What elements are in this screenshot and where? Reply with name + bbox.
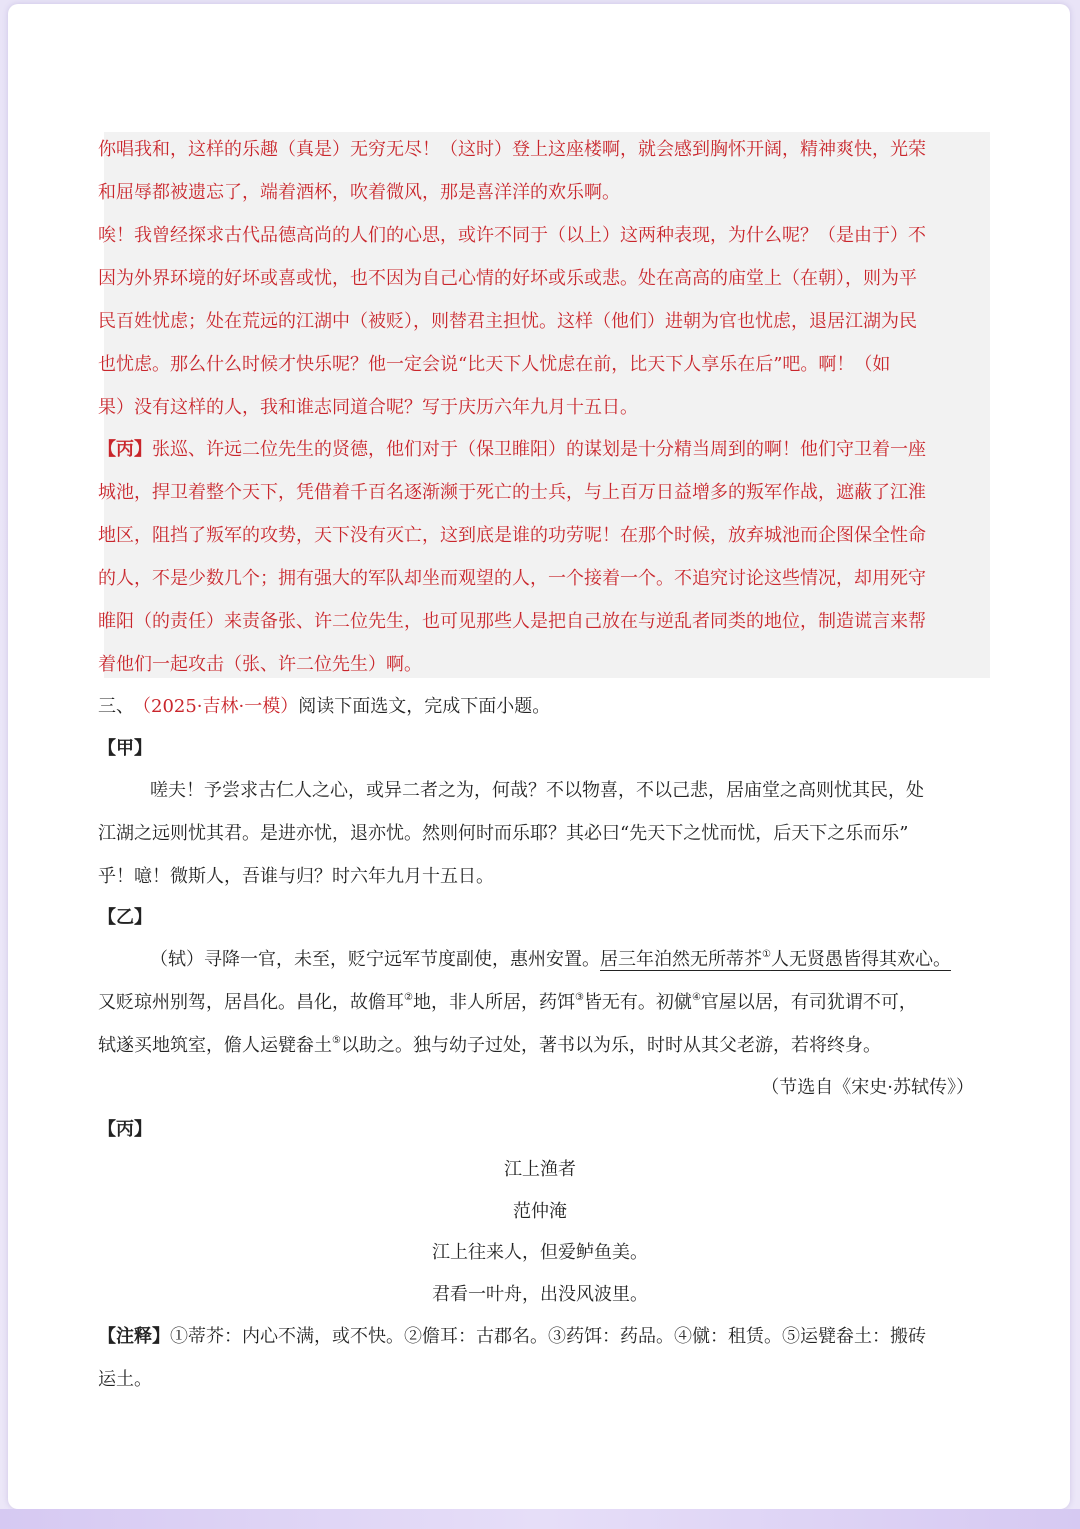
poem-author: 范仲淹 [513,1201,567,1222]
poem-title: 江上渔者 [504,1159,576,1180]
yi-source: （节选自《宋史·苏轼传》） [761,1077,974,1098]
translation-line: 也忧虑。那么什么时候才快乐呢？他一定会说“比天下人忧虑在前，比天下人享乐在后”吧。啊！（如 [98,354,891,375]
poem-line: 君看一叶舟，出没风波里。 [432,1284,648,1305]
section-label-bing: 【丙】 [98,1119,152,1140]
notes-line: 运土。 [98,1369,152,1390]
translation-line: 因为外界环境的好坏或喜或忧，也不因为自己心情的好坏或乐或悲。处在高高的庙堂上（在朝），则为平 [98,268,917,289]
notes-label: 【注释】 [98,1326,170,1347]
section-label-yi: 【乙】 [98,907,152,928]
translation-line: 唉！我曾经探求古代品德高尚的人们的心思，或许不同于（以上）这两种表现，为什么呢？（是由于）不 [98,225,926,246]
translation-line: 地区，阻挡了叛军的攻势，天下没有灭亡，这到底是谁的功劳呢！在那个时候，放弃城池而企图保全性命 [98,525,926,546]
jia-line: 嗟夫！予尝求古仁人之心，或异二者之为，何哉？不以物喜，不以己悲，居庙堂之高则忧其民，处 [150,780,924,801]
poem-line: 江上往来人，但爱鲈鱼美。 [432,1242,648,1263]
translation-line: 民百姓忧虑；处在荒远的江湖中（被贬），则替君主担忧。这样（他们）进朝为官也忧虑，退居江湖为民 [98,311,917,332]
translation-line: 果）没有这样的人，我和谁志同道合呢？写于庆历六年九月十五日。 [98,397,638,418]
underlined-sentence: 居三年泊然无所蒂芥①人无贤愚皆得其欢心。 [600,949,951,970]
notes-line: 【注释】①蒂芥：内心不满，或不快。②儋耳：古郡名。③药饵：药品。④僦：租赁。⑤运甓畚土：搬砖 [98,1326,926,1347]
translation-line: 着他们一起攻击（张、许二位先生）啊。 [98,654,422,675]
translation-bing-line: 【丙】张巡、许远二位先生的贤德，他们对于（保卫睢阳）的谋划是十分精当周到的啊！他们守卫着一座 [98,439,926,460]
bottom-band [0,1509,1080,1529]
yi-line: 又贬琼州别驾，居昌化。昌化，故儋耳②地，非人所居，药饵③皆无有。初僦④官屋以居，有司犹谓不可， [98,992,917,1013]
translation-line: 你唱我和，这样的乐趣（真是）无穷无尽！（这时）登上这座楼啊，就会感到胸怀开阔，精神爽快，光荣 [98,139,926,160]
jia-line: 江湖之远则忧其君。是进亦忧，退亦忧。然则何时而乐耶？其必曰“先天下之忧而忧，后天下之乐而乐” [98,823,909,844]
yi-line: 轼遂买地筑室，儋人运甓畚土⑤以助之。独与幼子过处，著书以为乐，时时从其父老游，若将终身。 [98,1035,881,1056]
bing-translation-label: 【丙】 [98,439,152,460]
jia-line: 乎！噫！微斯人，吾谁与归？时六年九月十五日。 [98,866,494,887]
translation-line: 的人，不是少数几个；拥有强大的军队却坐而观望的人，一个接着一个。不追究讨论这些情况，却用死守 [98,568,926,589]
translation-line: 城池，捍卫着整个天下，凭借着千百名逐渐濒于死亡的士兵，与上百万日益增多的叛军作战，遮蔽了江淮 [98,482,926,503]
section-label-jia: 【甲】 [98,738,152,759]
question-source: （2025·吉林·一模） [142,696,299,717]
translation-line: 和屈辱都被遗忘了，端着酒杯，吹着微风，那是喜洋洋的欢乐啊。 [98,182,620,203]
translation-line: 睢阳（的责任）来责备张、许二位先生，也可见那些人是把自己放在与逆乱者同类的地位，制造谎言来帮 [98,611,926,632]
yi-line: （轼）寻降一官，未至，贬宁远军节度副使，惠州安置。居三年泊然无所蒂芥①人无贤愚皆得其欢心。 [150,949,951,970]
question-heading: 三、 （2025·吉林·一模）阅读下面选文，完成下面小题。 [98,696,551,717]
